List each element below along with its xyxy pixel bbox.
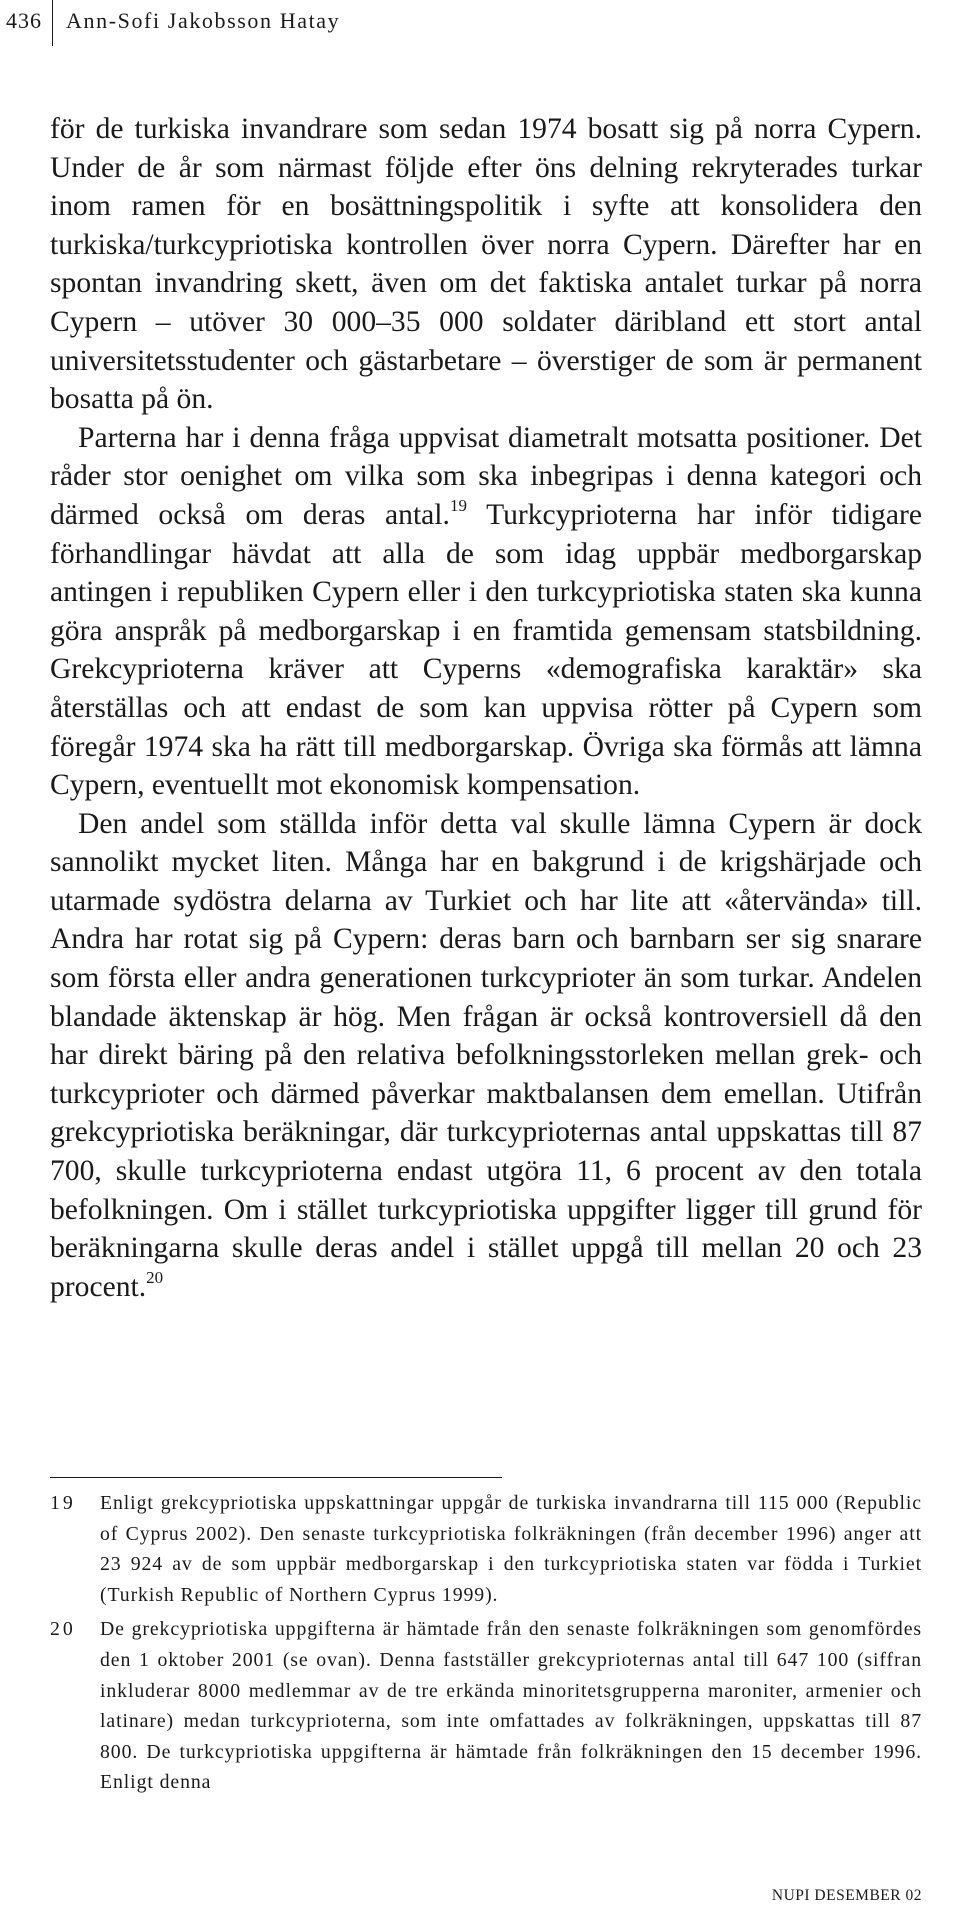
footnote-text: Enligt grekcypriotiska uppskattningar uppgår de turkiska invandrarna till 115 000 (Republic of Cyprus 2002). Den senaste turkcypriotiska folkräkningen (från december 1996) anger att 23 924 av de som uppbär medborgarskap i den turkcypriotiska staten var födda i Turkiet (Turkish Republic of Northern Cyprus 1999). — [100, 1492, 922, 1606]
footnote-separator — [50, 1477, 502, 1478]
footnote-text: De grekcypriotiska uppgifterna är hämtade från den senaste folkräkningen som genomfördes den 1 oktober 2001 (se ovan). Denna fastställer grekcyprioternas antal till 647 100 (siffran inkluderar 8000 medlemmar av de tre erkända minoritetsgrupperna maroniter, armenier och latinare) medan turkcyprioterna, som inte omfattades av folkräkningen, uppskattas till 87 800. De turkcypriotiska uppgifterna är hämtade från folkräkningen den 15 december 1996. Enligt denna — [100, 1618, 922, 1794]
running-head-author: Ann-Sofi Jakobsson Hatay — [66, 8, 341, 33]
footnote-number: 19 — [50, 1492, 76, 1514]
paragraph-3 — [50, 805, 922, 1307]
paragraph-2-text-b: Turkcyprioterna har inför tidigare förhandlingar hävdat att alla de som idag uppbär medborgarskap antingen i republiken Cypern eller i den turkcypriotiska staten ska kunna göra anspråk på medborgarskap i en framtida gemensam statsbildning. Grekcyprioterna kräver att Cyperns «demografiska karaktär» ska återställas och att endast de som kan uppvisa rötter på Cypern som föregår 1974 ska ha rätt till medborgarskap. Övriga ska förmås att lämna Cypern, eventuellt mot ekonomisk kompensation. — [50, 498, 922, 802]
paragraph-1: för de turkiska invandrare som sedan 1974 bosatt sig på norra Cypern. Under de år som närmast följde efter öns delning rekryterades turkar inom ramen för en bosättningspolitik i syfte att konsolidera den turkiska/turkcypriotiska kontrollen över norra Cypern. Därefter har en spontan invandring skett, även om det faktiska antalet turkar på norra Cypern – utöver 30 000–35 000 soldater däribland ett stort antal universitetsstudenter och gästarbetare – överstiger de som är permanent bosatta på ön. — [50, 113, 922, 416]
footnote-ref-19[interactable]: 19 — [449, 496, 467, 516]
paragraph-2-text-a: Parterna har i denna fråga uppvisat diametralt motsatta positioner. Det råder stor oenighet om vilka som ska inbegripas i denna kategori och därmed också om deras antal. — [50, 421, 922, 531]
footnote-number: 20 — [50, 1618, 76, 1641]
paragraph-2 — [50, 419, 922, 805]
footnote-ref-20[interactable]: 20 — [146, 1267, 164, 1287]
body-text — [50, 110, 922, 1306]
footnote-20 — [50, 1614, 922, 1798]
page-header — [0, 0, 960, 48]
paragraph-3-text: Den andel som ställda inför detta val skulle lämna Cypern är dock sannolikt mycket liten. Många har en bakgrund i de krigshärjade och utarmade sydöstra delarna av Turkiet och har lite att «återvända» till. Andra har rotat sig på Cypern: deras barn och barnbarn ser sig snarare som första eller andra generationen turkcyprioter än som turkar. Andelen blandade äktenskap är hög. Men frågan är också kontroversiell då den har direkt bäring på den relativa befolkningsstorleken mellan grek- och turkcyprioter och därmed påverkar maktbalansen dem emellan. Utifrån grekcypriotiska beräkningar, där turkcyprioternas antal uppskattas till 87 700, skulle turkcyprioterna endast utgöra 11, 6 procent av den totala befolkningen. Om i stället turkcypriotiska uppgifter ligger till grund för beräkningarna skulle deras andel i stället uppgå till mellan 20 och 23 procent. — [50, 807, 922, 1303]
header-divider — [52, 0, 53, 46]
page-number: 436 — [6, 8, 42, 33]
page-footer: NUPI DESEMBER 02 — [771, 1887, 922, 1904]
footnote-19 — [50, 1488, 922, 1610]
footnotes — [50, 1488, 922, 1802]
